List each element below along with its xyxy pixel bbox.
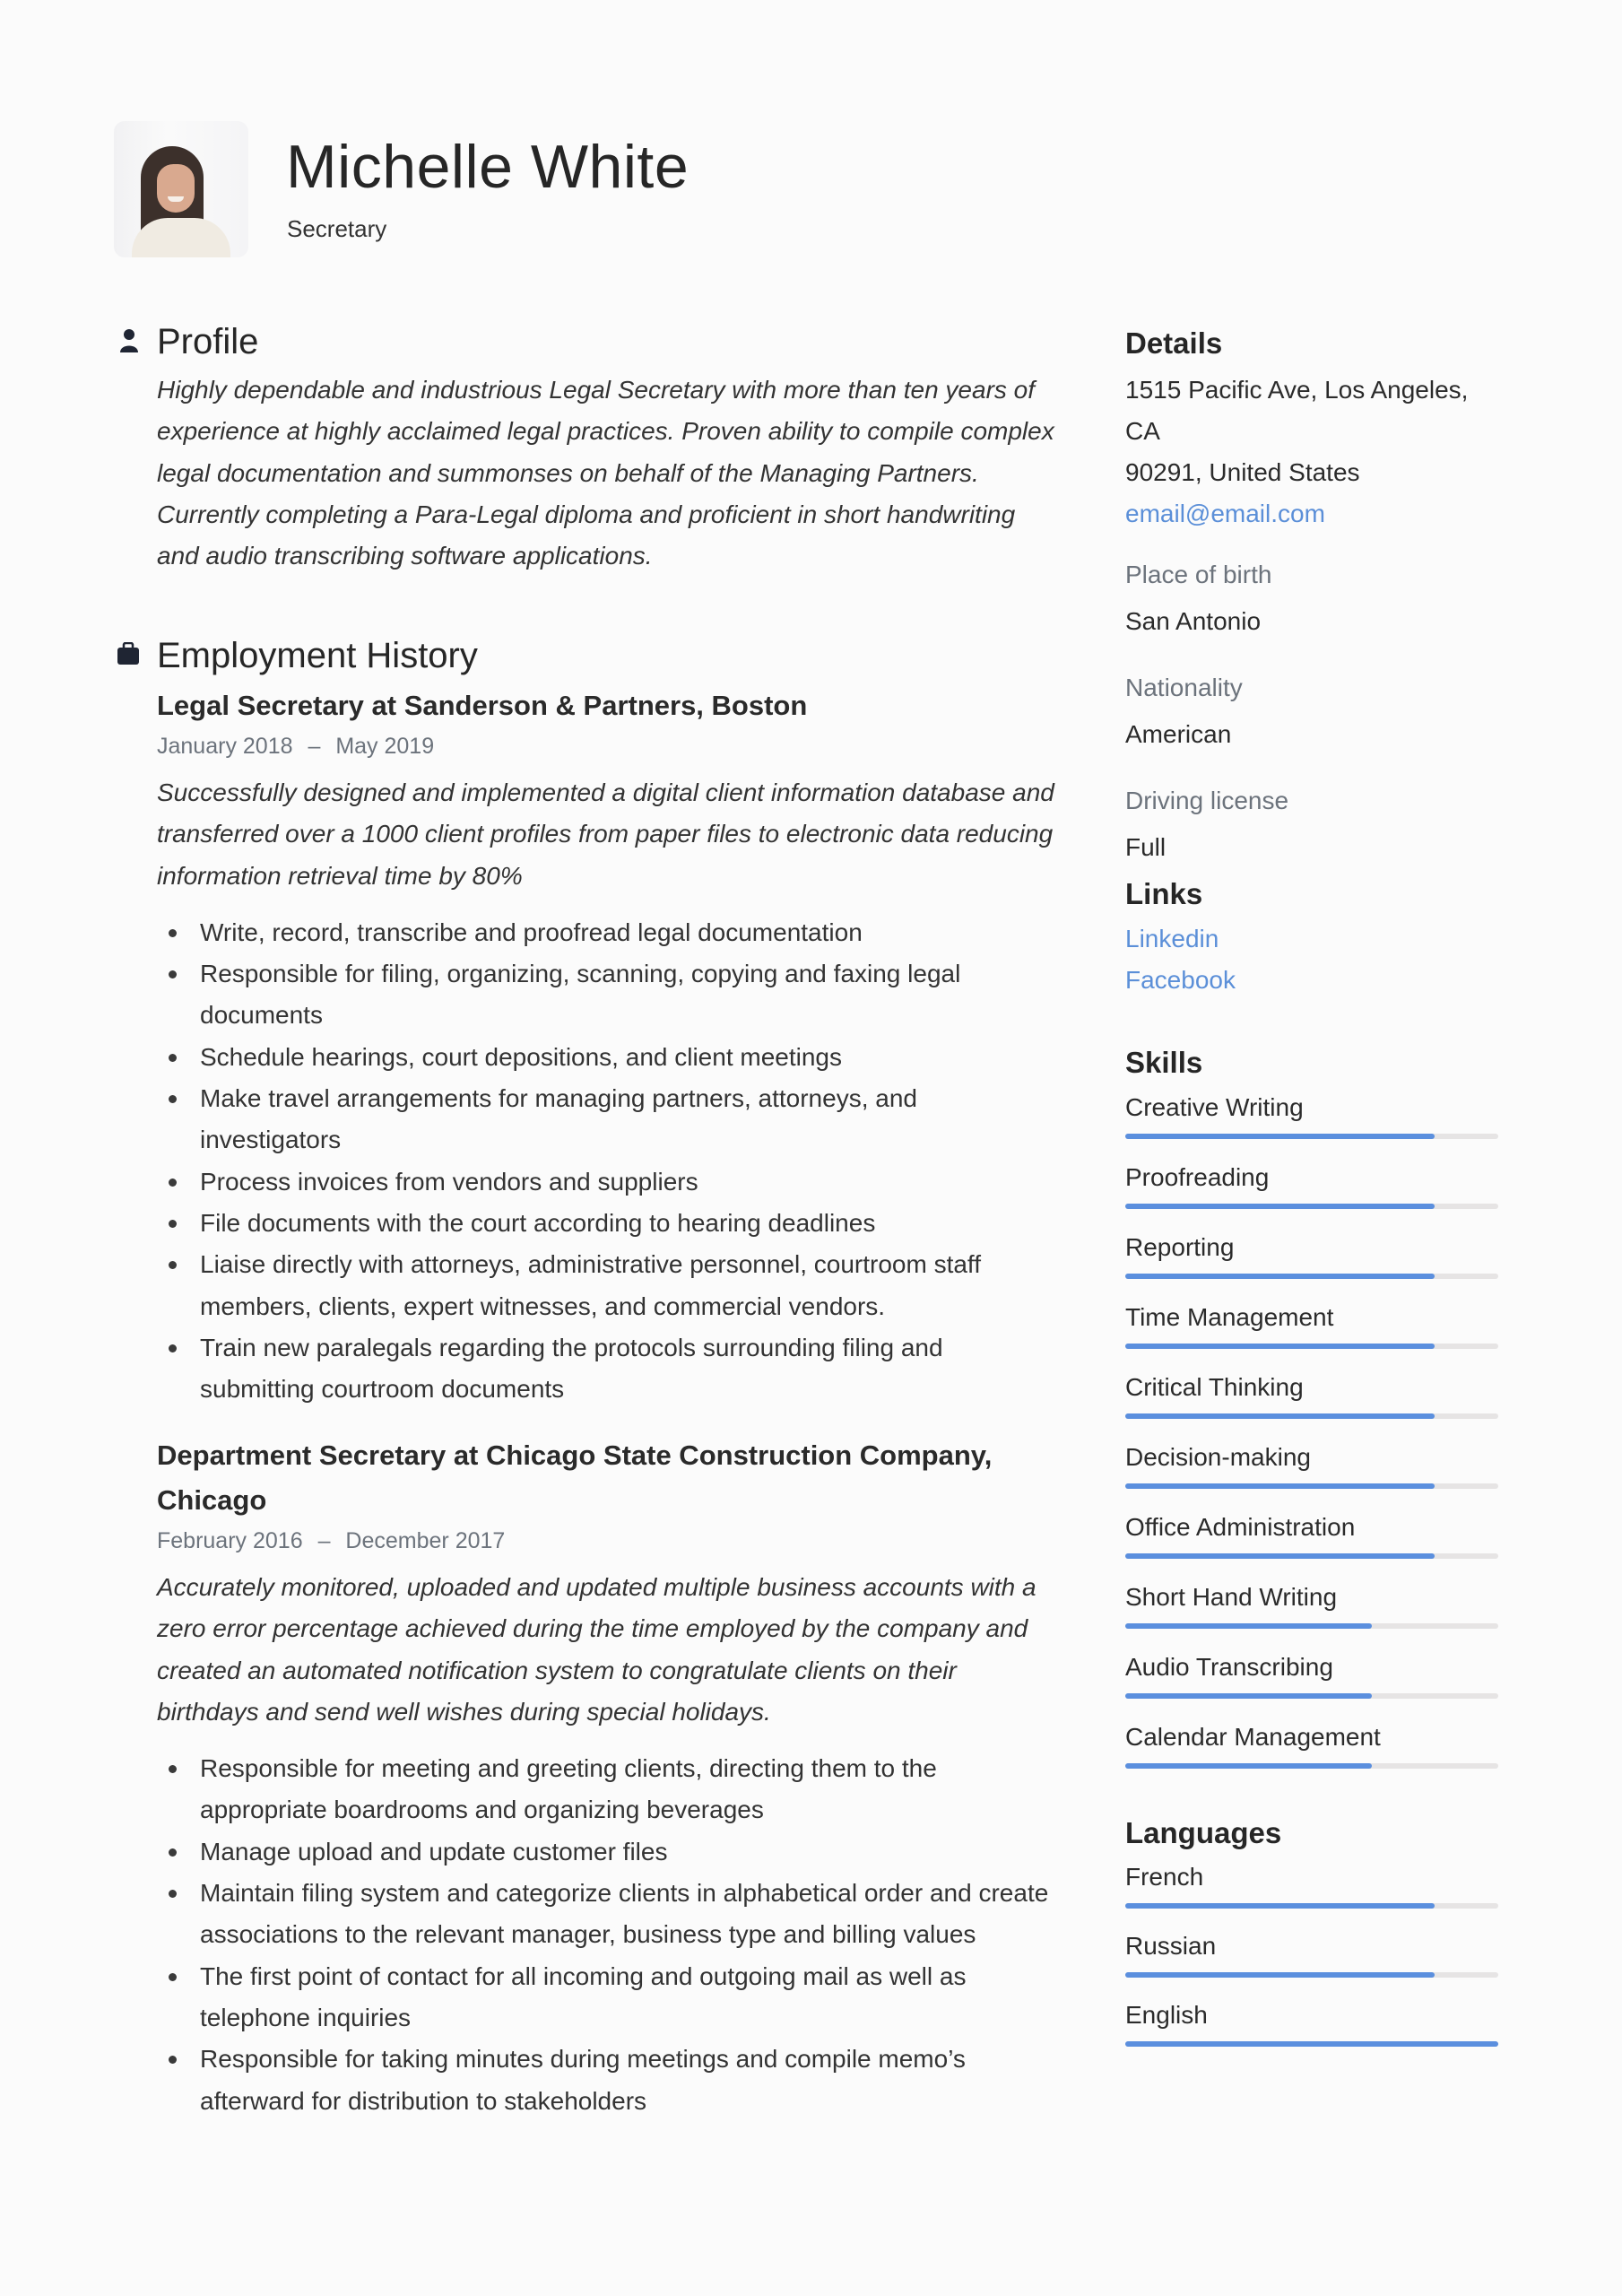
language-label: French xyxy=(1125,1863,1204,1891)
language-level-bar xyxy=(1125,2041,1498,2047)
profile-summary: Highly dependable and industrious Legal Secretary with more than ten years of experience at highly acclaimed legal practices. Proven ability to compile complex legal documentation and summonses on behalf of the Managing Partners. Currently completing a Para-Legal diploma and proficient in short handwriting and audio transcribing software applications. xyxy=(157,376,1054,570)
skill-level-bar xyxy=(1125,1623,1498,1629)
job-entry-title: Legal Secretary at Sanderson & Partners, Boston xyxy=(157,690,808,721)
list-item: Responsible for filing, organizing, scanning, copying and faxing legal documents xyxy=(157,953,1063,1037)
links-heading: Links xyxy=(1125,877,1203,910)
job-end-date: May 2019 xyxy=(335,734,435,759)
date-separator: – xyxy=(308,734,321,759)
skills-heading: Skills xyxy=(1125,1046,1203,1079)
nationality-label: Nationality xyxy=(1125,674,1243,701)
links-section xyxy=(1125,879,1498,1001)
list-item: File documents with the court according to hearing deadlines xyxy=(157,1203,1063,1244)
skill-item xyxy=(1125,1162,1498,1193)
job-entry-dates xyxy=(157,728,1063,764)
job-entry-dates xyxy=(157,1523,1018,1559)
briefcase-icon xyxy=(117,642,140,670)
job-entry-title: Department Secretary at Chicago State Construction Company, Chicago xyxy=(157,1439,993,1516)
skill-level-bar xyxy=(1125,1134,1498,1139)
skill-level-bar xyxy=(1125,1483,1498,1489)
list-item: Liaise directly with attorneys, administrative personnel, courtroom staff members, clients, expert witnesses, and commercial vendors. xyxy=(157,1244,1063,1327)
profile-photo xyxy=(114,121,248,257)
skill-level-bar xyxy=(1125,1274,1498,1279)
job-end-date: December 2017 xyxy=(345,1528,506,1553)
facebook-link[interactable]: Facebook xyxy=(1125,966,1236,994)
skill-level-bar xyxy=(1125,1344,1498,1349)
job-entry-bullets xyxy=(157,1748,1063,2122)
employment-heading: Employment History xyxy=(157,636,478,675)
language-label: Russian xyxy=(1125,1932,1217,1960)
linkedin-link[interactable]: Linkedin xyxy=(1125,925,1219,952)
driving-license-value: Full xyxy=(1125,833,1167,861)
date-separator: – xyxy=(317,1528,331,1553)
list-item: Responsible for taking minutes during meetings and compile memo’s afterward for distribution to stakeholders xyxy=(157,2039,1063,2122)
job-start-date: February 2016 xyxy=(157,1528,303,1553)
skill-label: Office Administration xyxy=(1125,1513,1356,1541)
place-of-birth-value: San Antonio xyxy=(1125,607,1262,635)
skill-item xyxy=(1125,1722,1498,1752)
languages-heading: Languages xyxy=(1125,1816,1282,1849)
language-item xyxy=(1125,1862,1498,1892)
language-item xyxy=(1125,1931,1498,1961)
skill-label: Time Management xyxy=(1125,1303,1334,1331)
skill-label: Reporting xyxy=(1125,1233,1235,1261)
skill-level-bar xyxy=(1125,1204,1498,1209)
skill-item xyxy=(1125,1092,1498,1123)
skill-item xyxy=(1125,1442,1498,1473)
job-entry xyxy=(157,1433,1049,2122)
list-item: The first point of contact for all incoming and outgoing mail as well as telephone inquiries xyxy=(157,1956,1063,2039)
skill-level-bar xyxy=(1125,1693,1498,1699)
skill-label: Creative Writing xyxy=(1125,1093,1304,1121)
candidate-name: Michelle White xyxy=(286,133,690,201)
profile-heading: Profile xyxy=(157,322,259,361)
job-entry xyxy=(157,683,1063,1410)
list-item: Maintain filing system and categorize clients in alphabetical order and create associations to the relevant manager, business type and billing values xyxy=(157,1873,1063,1956)
details-heading: Details xyxy=(1125,326,1223,360)
skill-label: Proofreading xyxy=(1125,1163,1270,1191)
skill-item xyxy=(1125,1372,1498,1403)
job-start-date: January 2018 xyxy=(157,734,293,759)
nationality-value: American xyxy=(1125,720,1232,748)
skill-item xyxy=(1125,1512,1498,1543)
place-of-birth-label: Place of birth xyxy=(1125,561,1272,588)
skill-label: Decision-making xyxy=(1125,1443,1311,1471)
job-entry-bullets xyxy=(157,912,1063,1411)
driving-license-label: Driving license xyxy=(1125,787,1289,814)
skill-item xyxy=(1125,1582,1498,1613)
email-link[interactable]: email@email.com xyxy=(1125,500,1325,527)
skill-level-bar xyxy=(1125,1763,1498,1769)
skill-label: Audio Transcribing xyxy=(1125,1653,1333,1681)
list-item: Responsible for meeting and greeting clients, directing them to the appropriate boardrooms and organizing beverages xyxy=(157,1748,1063,1831)
skill-label: Short Hand Writing xyxy=(1125,1583,1338,1611)
list-item: Make travel arrangements for managing partners, attorneys, and investigators xyxy=(157,1078,1063,1161)
list-item: Schedule hearings, court depositions, and client meetings xyxy=(157,1037,1063,1078)
details-section xyxy=(1125,328,1498,868)
job-entry-summary: Accurately monitored, uploaded and updated multiple business accounts with a zero error percentage achieved during the time employed by the company and created an automated notification system to congratulate clients on their birthdays and send well wishes during special holidays. xyxy=(157,1573,1037,1726)
language-label: English xyxy=(1125,2001,1208,2029)
skill-label: Calendar Management xyxy=(1125,1723,1381,1751)
skill-level-bar xyxy=(1125,1413,1498,1419)
list-item: Train new paralegals regarding the protocols surrounding filing and submitting courtroom documents xyxy=(157,1327,1063,1411)
person-icon xyxy=(119,328,139,358)
list-item: Write, record, transcribe and proofread legal documentation xyxy=(157,912,1063,953)
language-level-bar xyxy=(1125,1903,1498,1909)
skill-label: Critical Thinking xyxy=(1125,1373,1304,1401)
address-line-1: 1515 Pacific Ave, Los Angeles, CA xyxy=(1125,376,1469,445)
job-title: Secretary xyxy=(287,215,387,242)
language-item xyxy=(1125,2000,1498,2031)
list-item: Process invoices from vendors and suppliers xyxy=(157,1161,1063,1203)
skill-item xyxy=(1125,1302,1498,1333)
address-line-2: 90291, United States xyxy=(1125,458,1360,486)
list-item: Manage upload and update customer files xyxy=(157,1831,1063,1873)
skill-item xyxy=(1125,1232,1498,1263)
skill-item xyxy=(1125,1652,1498,1683)
skill-level-bar xyxy=(1125,1553,1498,1559)
job-entry-summary: Successfully designed and implemented a digital client information database and transferred over a 1000 client profiles from paper files to electronic data reducing information retrieval time by 80% xyxy=(157,778,1054,890)
language-level-bar xyxy=(1125,1972,1498,1978)
